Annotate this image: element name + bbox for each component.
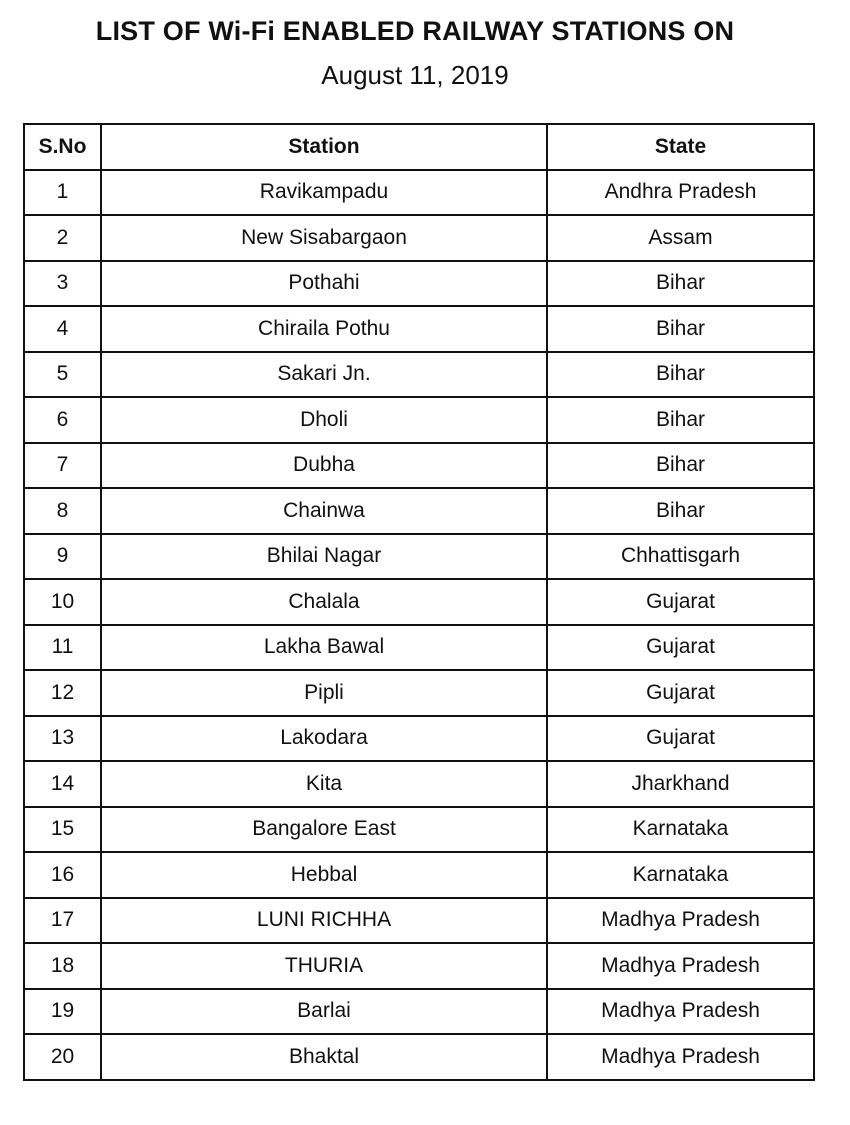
cell-sno: 16 bbox=[24, 852, 101, 898]
cell-station: Pipli bbox=[101, 670, 547, 716]
cell-state: Madhya Pradesh bbox=[547, 1034, 814, 1080]
cell-state: Jharkhand bbox=[547, 761, 814, 807]
table-row bbox=[24, 807, 814, 853]
cell-station: Dubha bbox=[101, 443, 547, 489]
cell-station: New Sisabargaon bbox=[101, 215, 547, 261]
cell-state: Karnataka bbox=[547, 807, 814, 853]
table-row bbox=[24, 1034, 814, 1080]
cell-sno: 2 bbox=[24, 215, 101, 261]
cell-station: Chalala bbox=[101, 579, 547, 625]
cell-station: Chainwa bbox=[101, 488, 547, 534]
cell-sno: 15 bbox=[24, 807, 101, 853]
table-header bbox=[24, 124, 814, 170]
cell-station: Kita bbox=[101, 761, 547, 807]
cell-station: Bhaktal bbox=[101, 1034, 547, 1080]
cell-state: Madhya Pradesh bbox=[547, 989, 814, 1035]
table-row bbox=[24, 261, 814, 307]
table-row bbox=[24, 397, 814, 443]
cell-state: Chhattisgarh bbox=[547, 534, 814, 580]
cell-station: Lakha Bawal bbox=[101, 625, 547, 671]
cell-station: Chiraila Pothu bbox=[101, 306, 547, 352]
cell-station: LUNI RICHHA bbox=[101, 898, 547, 944]
cell-station: Sakari Jn. bbox=[101, 352, 547, 398]
table-row bbox=[24, 306, 814, 352]
cell-sno: 1 bbox=[24, 170, 101, 216]
cell-sno: 6 bbox=[24, 397, 101, 443]
header-row bbox=[24, 124, 814, 170]
table-row bbox=[24, 443, 814, 489]
table-row bbox=[24, 943, 814, 989]
cell-state: Bihar bbox=[547, 306, 814, 352]
table-row bbox=[24, 579, 814, 625]
cell-sno: 18 bbox=[24, 943, 101, 989]
cell-state: Gujarat bbox=[547, 670, 814, 716]
cell-state: Karnataka bbox=[547, 852, 814, 898]
cell-sno: 5 bbox=[24, 352, 101, 398]
cell-station: Bangalore East bbox=[101, 807, 547, 853]
table-row bbox=[24, 488, 814, 534]
cell-sno: 19 bbox=[24, 989, 101, 1035]
cell-state: Gujarat bbox=[547, 625, 814, 671]
cell-station: Hebbal bbox=[101, 852, 547, 898]
table-row bbox=[24, 852, 814, 898]
cell-station: Dholi bbox=[101, 397, 547, 443]
cell-state: Madhya Pradesh bbox=[547, 943, 814, 989]
cell-sno: 9 bbox=[24, 534, 101, 580]
cell-state: Bihar bbox=[547, 261, 814, 307]
cell-station: Lakodara bbox=[101, 716, 547, 762]
table-row bbox=[24, 898, 814, 944]
page-date: August 11, 2019 bbox=[321, 60, 509, 90]
stations-table bbox=[23, 123, 815, 1081]
cell-state: Assam bbox=[547, 215, 814, 261]
cell-station: Pothahi bbox=[101, 261, 547, 307]
table-row bbox=[24, 352, 814, 398]
page-title: LIST OF Wi-Fi ENABLED RAILWAY STATIONS ON bbox=[95, 16, 735, 46]
header-station: Station bbox=[101, 124, 547, 170]
cell-state: Bihar bbox=[547, 397, 814, 443]
cell-station: THURIA bbox=[101, 943, 547, 989]
table-row bbox=[24, 625, 814, 671]
cell-sno: 8 bbox=[24, 488, 101, 534]
header-state: State bbox=[547, 124, 814, 170]
header-sno: S.No bbox=[24, 124, 101, 170]
table-row bbox=[24, 716, 814, 762]
cell-sno: 4 bbox=[24, 306, 101, 352]
cell-sno: 20 bbox=[24, 1034, 101, 1080]
cell-state: Andhra Pradesh bbox=[547, 170, 814, 216]
cell-sno: 12 bbox=[24, 670, 101, 716]
cell-state: Bihar bbox=[547, 488, 814, 534]
cell-station: Ravikampadu bbox=[101, 170, 547, 216]
cell-sno: 7 bbox=[24, 443, 101, 489]
table-row bbox=[24, 170, 814, 216]
cell-sno: 13 bbox=[24, 716, 101, 762]
cell-sno: 11 bbox=[24, 625, 101, 671]
cell-state: Gujarat bbox=[547, 579, 814, 625]
cell-sno: 17 bbox=[24, 898, 101, 944]
cell-sno: 3 bbox=[24, 261, 101, 307]
table-body bbox=[24, 170, 814, 1080]
table-row bbox=[24, 761, 814, 807]
table-row bbox=[24, 670, 814, 716]
cell-station: Bhilai Nagar bbox=[101, 534, 547, 580]
cell-state: Bihar bbox=[547, 352, 814, 398]
cell-sno: 10 bbox=[24, 579, 101, 625]
cell-station: Barlai bbox=[101, 989, 547, 1035]
cell-state: Gujarat bbox=[547, 716, 814, 762]
cell-sno: 14 bbox=[24, 761, 101, 807]
cell-state: Bihar bbox=[547, 443, 814, 489]
table-row bbox=[24, 534, 814, 580]
table-row bbox=[24, 215, 814, 261]
cell-state: Madhya Pradesh bbox=[547, 898, 814, 944]
table-row bbox=[24, 989, 814, 1035]
